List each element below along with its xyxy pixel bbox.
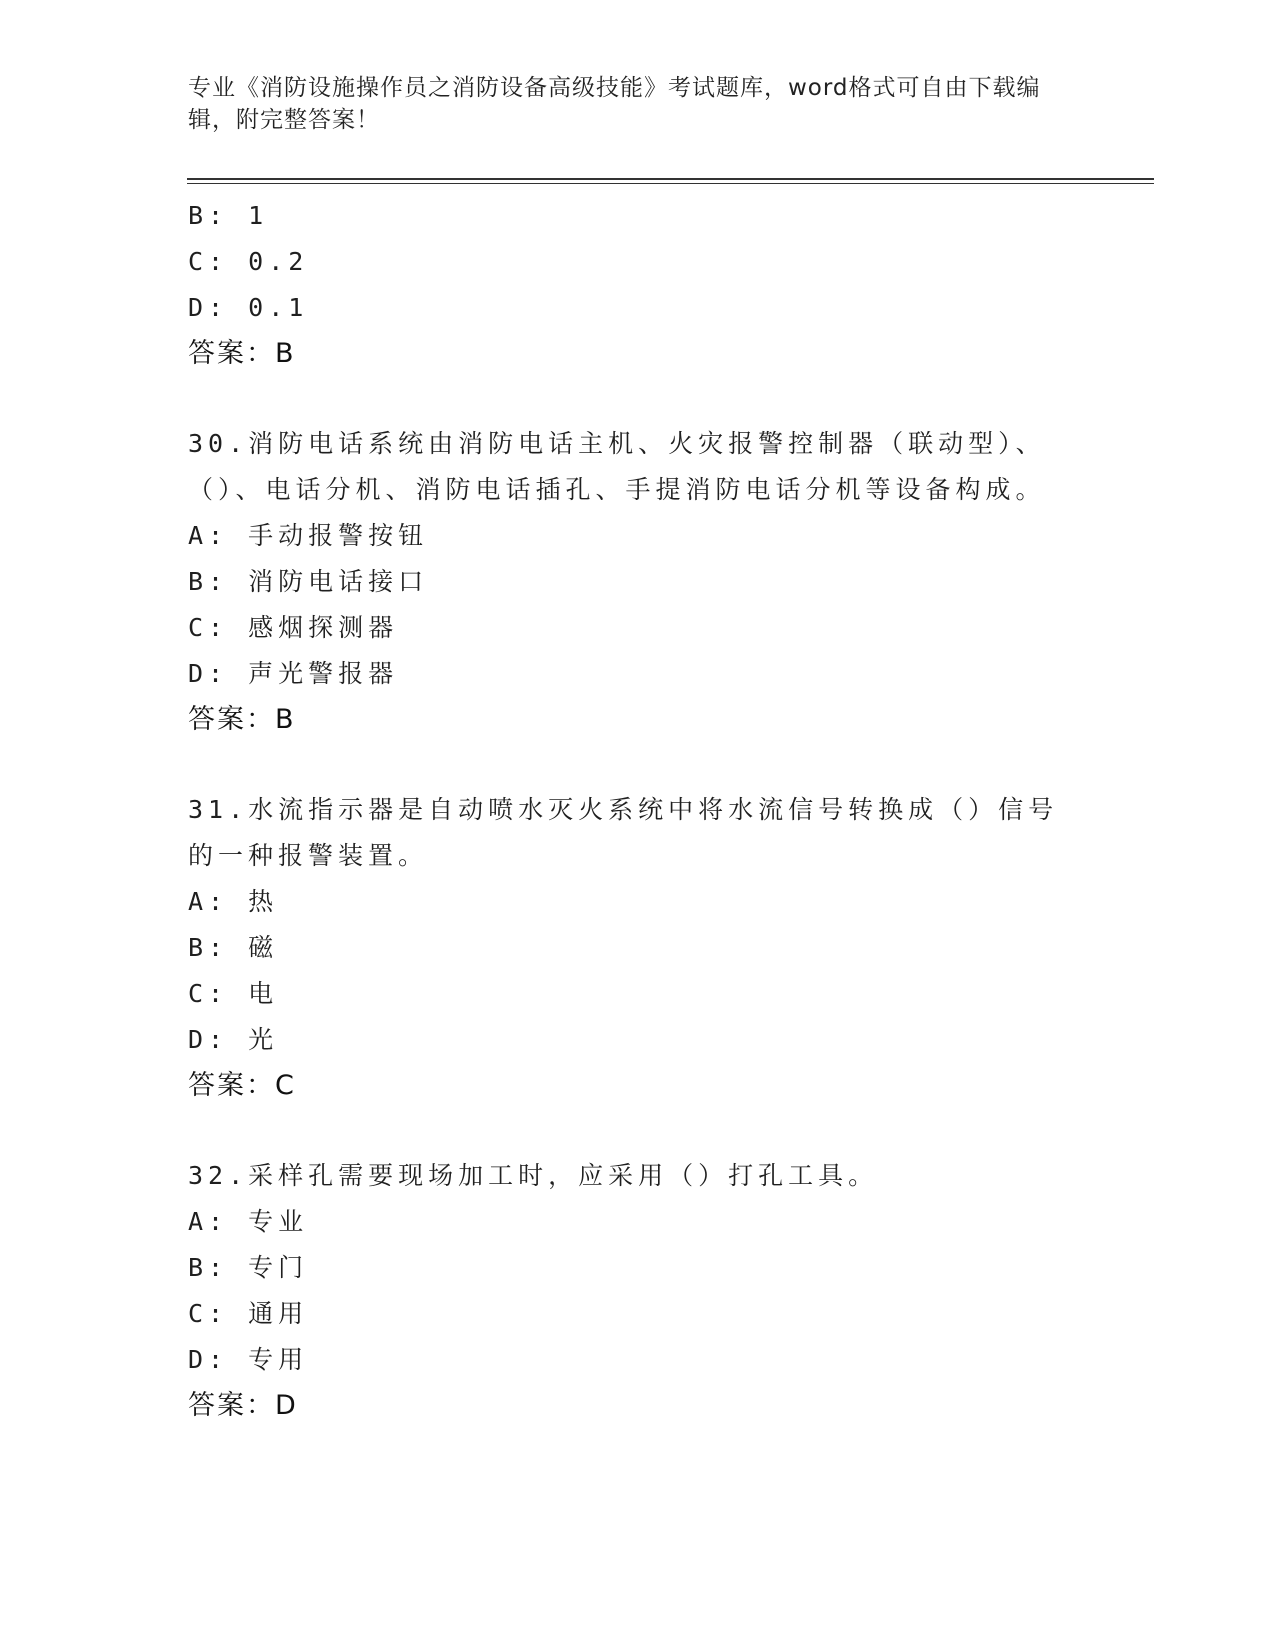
option-b: B: 1 xyxy=(188,201,269,230)
option-d: D: 光 xyxy=(188,1025,279,1054)
option-c: C: 0.2 xyxy=(188,247,309,276)
answer: 答案：C xyxy=(188,1070,296,1101)
option-b: B: 消防电话接口 xyxy=(188,567,429,596)
question-stem: 31.水流指示器是自动喷水灭火系统中将水流信号转换成（）信号的一种报警装置。 xyxy=(188,795,1059,870)
question-stem: 32.采样孔需要现场加工时，应采用（）打孔工具。 xyxy=(188,1161,879,1190)
option-b: B: 专门 xyxy=(188,1253,309,1282)
question-stem: 30.消防电话系统由消防电话主机、火灾报警控制器（联动型）、（）、电话分机、消防电话插孔、手提消防电话分机等设备构成。 xyxy=(188,429,1046,504)
question-30 xyxy=(188,421,1088,743)
option-d: D: 0.1 xyxy=(188,293,309,322)
option-c: C: 感烟探测器 xyxy=(188,613,399,642)
answer: 答案：B xyxy=(188,704,296,735)
question-31 xyxy=(188,787,1088,1109)
answer: 答案：B xyxy=(188,338,296,369)
document-header: 专业《消防设施操作员之消防设备高级技能》考试题库，word格式可自由下载编辑，附完整答案！ xyxy=(188,75,1041,133)
question-list xyxy=(188,193,1088,1429)
prev-question-tail xyxy=(188,193,1088,377)
answer: 答案：D xyxy=(188,1390,298,1421)
header-rule-thin xyxy=(187,183,1154,184)
option-c: C: 通用 xyxy=(188,1299,309,1328)
option-b: B: 磁 xyxy=(188,933,279,962)
option-c: C: 电 xyxy=(188,979,279,1008)
option-a: A: 手动报警按钮 xyxy=(188,521,429,550)
option-d: D: 声光警报器 xyxy=(188,659,399,688)
option-d: D: 专用 xyxy=(188,1345,309,1374)
question-32 xyxy=(188,1153,1088,1429)
option-a: A: 专业 xyxy=(188,1207,309,1236)
header-rule-thick xyxy=(187,178,1154,180)
option-a: A: 热 xyxy=(188,887,279,916)
